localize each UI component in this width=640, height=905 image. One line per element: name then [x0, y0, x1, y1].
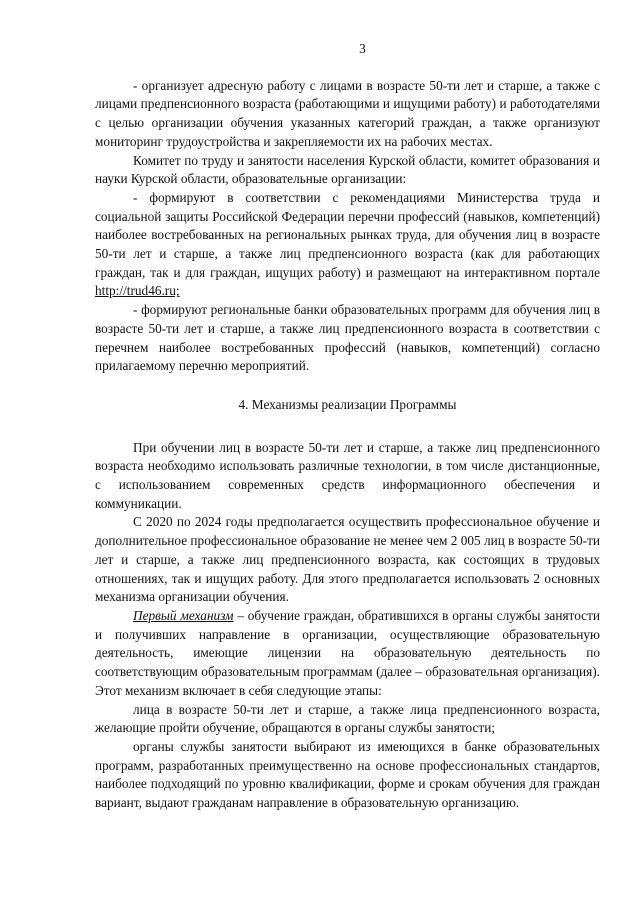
- paragraph-plan-2020-2024: С 2020 по 2024 годы предполагается осуществить профессиональное обучение и дополнительное профессиональное образование не менее чем 2 005 лиц в возрасте 50-ти лет и старше, а также лиц предпенсионного возраста, как состоящих в трудовых отношениях, так и ищущих работу. Для этого предполагается использовать 2 основных механизма организации обучения.: [95, 514, 600, 605]
- portal-link[interactable]: http://trud46.ru;: [95, 283, 180, 299]
- paragraph-form-lists-text: - формируют в соответствии с рекомендациями Министерства труда и социальной защиты Российской Федерации перечни профессий (навыков, компетенций) наиболее востребованных на региональных рынках труда, для обучения лиц в возрасте 50-ти лет и старше, а также лиц предпенсионного возраста (как для работающих граждан, так и для граждан, ищущих работу) и размещают на интерактивном портале: [95, 189, 600, 280]
- first-mechanism-label: Первый механизм: [133, 607, 234, 623]
- paragraph-stage-apply: лица в возрасте 50-ти лет и старше, а также лица предпенсионного возраста, желающие пройти обучение, обращаются в органы службы занятости;: [95, 701, 600, 736]
- paragraph-stage-select: органы службы занятости выбирают из имеющихся в банке образовательных программ, разработанных преимущественно на основе профессиональных стандартов, наиболее подходящий по уровню квалификации, форме и срокам обучения для граждан вариант, выдают гражданам направление в образовательную организацию.: [95, 738, 600, 811]
- paragraph-organize-work: - организует адресную работу с лицами в возрасте 50-ти лет и старше, а также с лицами предпенсионного возраста (работающими и ищущими работу) и работодателями с целью организации обучения указанных категорий граждан, а также организуют мониторинг трудоустройства и закрепляемости их на рабочих местах.: [95, 77, 600, 149]
- paragraph-committee-intro: Комитет по труду и занятости населения Курской области, комитет образования и науки Курской области, образовательные организации:: [95, 152, 600, 187]
- paragraph-form-banks: - формируют региональные банки образовательных программ для обучения лиц в возрасте 50-ти лет и старше, а также лиц предпенсионного возраста в соответствии с перечнем наиболее востребованных профессий (навыков, компетенций) согласно прилагаемому перечню мероприятий.: [95, 302, 600, 374]
- first-mechanism-text: – обучение граждан, обратившихся в органы службы занятости и получивших направление в организации, осуществляющие образовательную деятельность, имеющие лицензии на образовательную деятельность по соответствующим образовательным программам (далее – образовательная организация). Этот механизм включает в себя следующие этапы:: [95, 607, 600, 698]
- paragraph-first-mechanism: [95, 607, 600, 701]
- section-heading: 4. Механизмы реализации Программы: [238, 396, 457, 412]
- paragraph-form-lists: [95, 189, 600, 301]
- paragraph-technologies: При обучении лиц в возрасте 50-ти лет и старше, а также лиц предпенсионного возраста необходимо использовать различные технологии, в том числе дистанционные, с использованием современных средств информационного обеспечения и коммуникации.: [95, 439, 600, 511]
- page-number: 3: [359, 41, 366, 56]
